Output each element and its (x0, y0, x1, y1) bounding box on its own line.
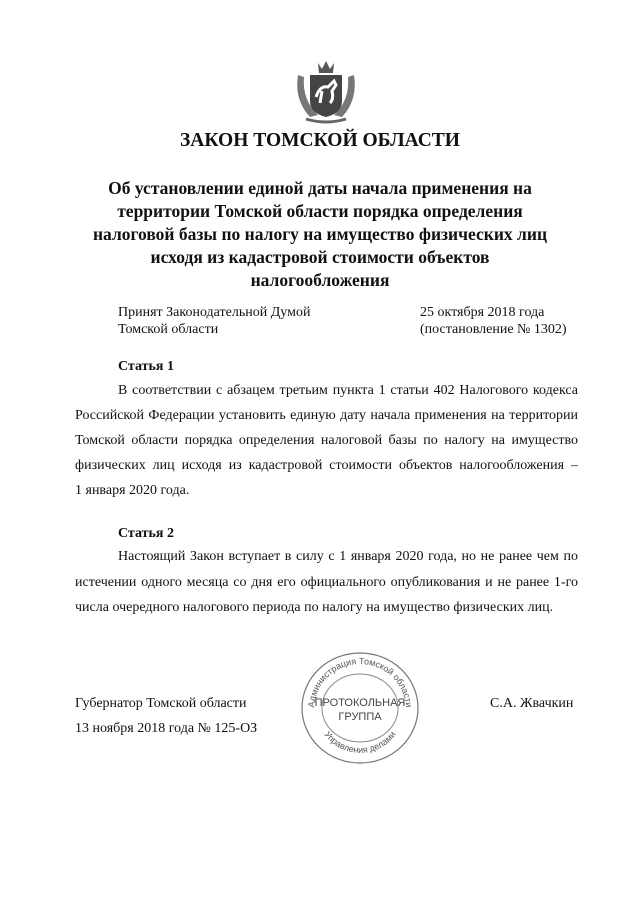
document-title: ЗАКОН ТОМСКОЙ ОБЛАСТИ (180, 130, 460, 151)
coat-of-arms-emblem (292, 55, 360, 125)
article-2-heading: Статья 2 (118, 526, 174, 541)
article-2-line: числа очередного налогового периода по налогу на имущество физических лиц. (75, 600, 554, 615)
stamp-top-text: Администрация Томской области (306, 655, 414, 708)
law-date-number: 13 ноября 2018 года № 125-ОЗ (75, 721, 258, 736)
subtitle-line: налогообложения (250, 270, 390, 290)
official-stamp (296, 648, 424, 766)
stamp-center-line: ГРУППА (338, 711, 382, 723)
stamp-bottom-text: Управления делами (322, 729, 398, 755)
adopted-by (118, 304, 310, 338)
stamp-center-line: ПРОТОКОЛЬНАЯ (314, 697, 406, 709)
adoption-date: 25 октября 2018 года (420, 305, 545, 320)
adopted-by-line: Томской области (118, 322, 219, 337)
article-1-line: В соответствии с абзацем третьим пункта 1 статьи 402 Налогового кодекса (118, 383, 578, 398)
resolution-number: (постановление № 1302) (420, 322, 567, 337)
article-1-line: 1 января 2020 года. (75, 483, 190, 498)
article-1-line: Российской Федерации установить единую дату начала применения на территории (75, 408, 578, 423)
governor-title: Губернатор Томской области (75, 696, 247, 711)
law-subtitle (60, 177, 580, 292)
subtitle-line: территории Томской области порядка определения (117, 201, 523, 221)
subtitle-line: исходя из кадастровой стоимости объектов (150, 247, 490, 267)
article-1-line: физических лиц исходя из кадастровой стоимости объектов налогообложения – (75, 458, 578, 473)
article-1-line: Томской области порядка определения налоговой базы по налогу на имущество (75, 433, 578, 448)
subtitle-line: Об установлении единой даты начала применения на (108, 178, 532, 198)
governor-name: С.А. Жвачкин (490, 696, 574, 711)
adopted-date (420, 304, 567, 338)
adopted-by-line: Принят Законодательной Думой (118, 305, 311, 320)
article-1-heading: Статья 1 (118, 359, 174, 374)
article-2-line: истечении одного месяца со дня его официального опубликования и не ранее 1-го (75, 575, 578, 590)
subtitle-line: налоговой базы по налогу на имущество физических лиц (92, 224, 548, 244)
article-2-line: Настоящий Закон вступает в силу с 1 января 2020 года, но не ранее чем по (118, 549, 578, 564)
